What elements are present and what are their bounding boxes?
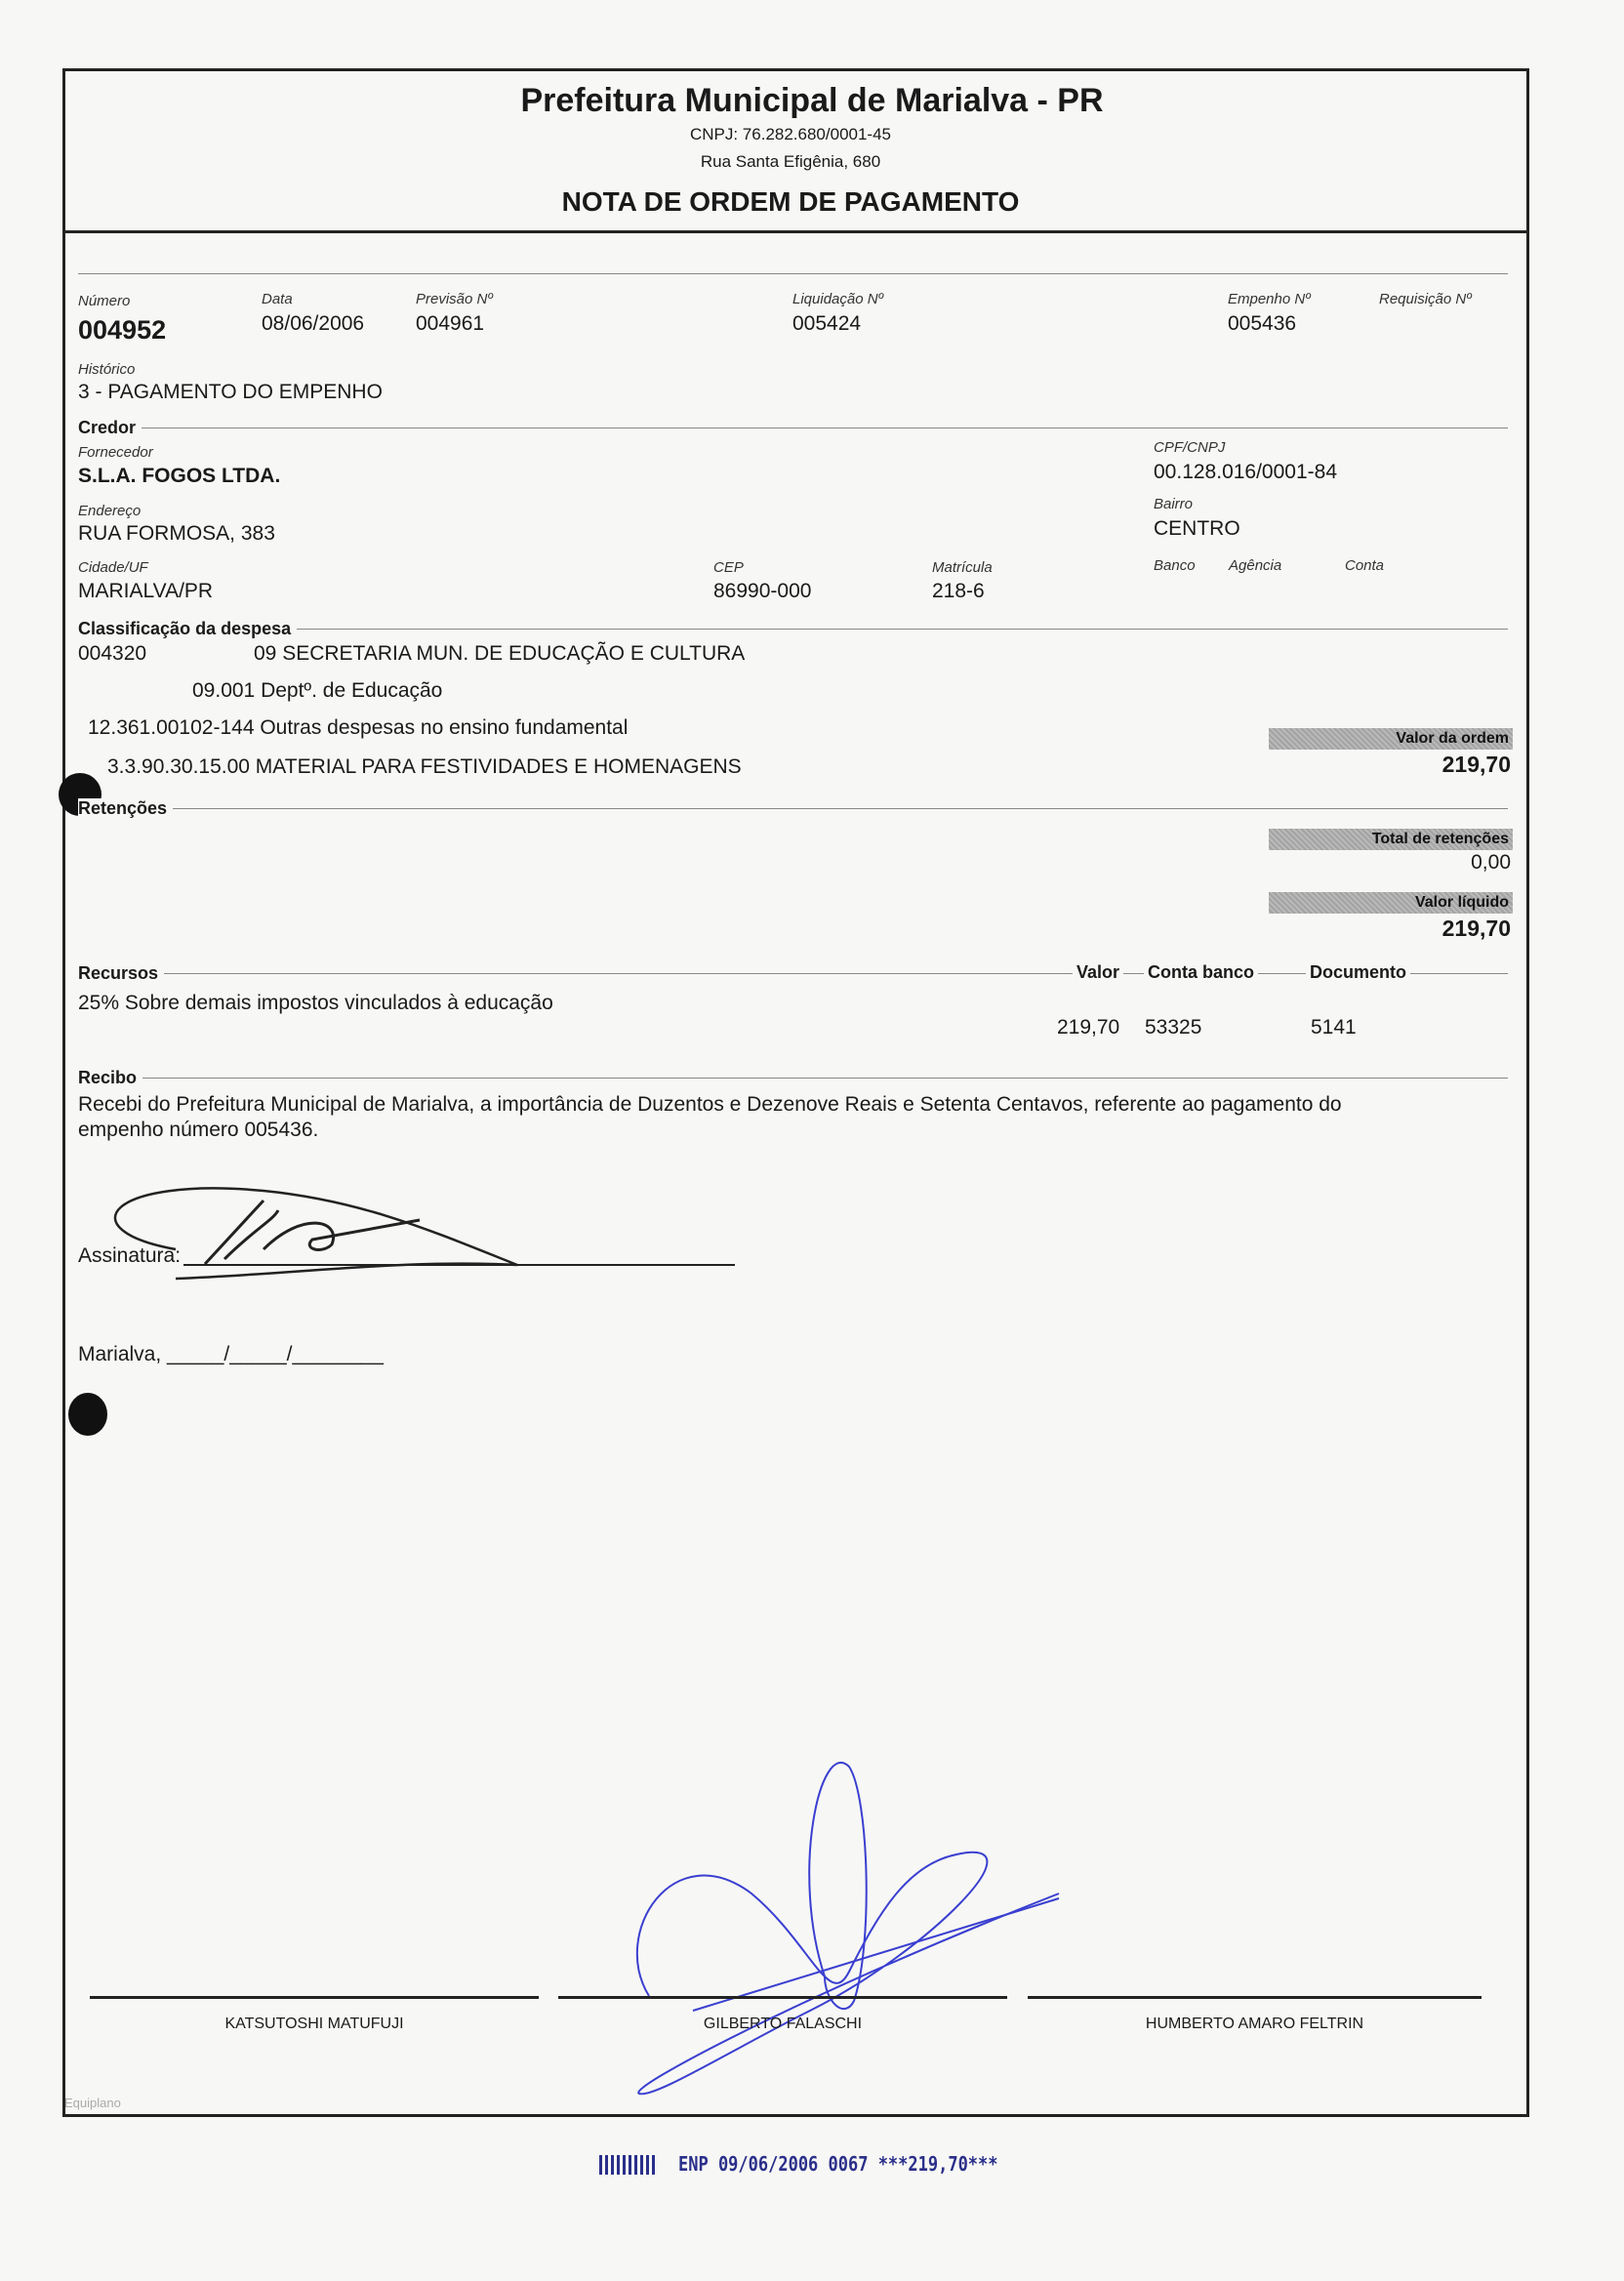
divider (78, 973, 1508, 974)
historico-value: 3 - PAGAMENTO DO EMPENHO (78, 381, 383, 403)
recursos-documento: 5141 (1311, 1016, 1357, 1039)
signature-line (90, 1996, 539, 1999)
classificacao-section-title: Classificação da despesa (78, 619, 297, 639)
divider (78, 808, 1508, 809)
page-title: Prefeitura Municipal de Marialva - PR (520, 82, 1104, 119)
cidade-label: Cidade/UF (78, 559, 148, 576)
assinatura-label: Assinatura: (78, 1244, 182, 1267)
header-separator (62, 230, 1526, 233)
historico-label: Histórico (78, 361, 136, 378)
signature-scribble-1 (107, 1171, 527, 1288)
cep-label: CEP (713, 559, 744, 576)
stamp-logo (599, 2155, 658, 2175)
liquidacao-label: Liquidação Nº (792, 291, 884, 307)
recursos-conta: 53325 (1145, 1016, 1202, 1039)
recursos-valor-header: Valor (1073, 962, 1123, 983)
ink-blot (68, 1393, 107, 1436)
recursos-documento-header: Documento (1306, 962, 1410, 983)
signature-scribble-2 (615, 1747, 1064, 2103)
signatory-3-name: HUMBERTO AMARO FELTRIN (1145, 2016, 1364, 2032)
classificacao-line3: 12.361.00102-144 Outras despesas no ensino fundamental (88, 716, 629, 739)
payment-stamp: ENP 09/06/2006 0067 ***219,70*** (678, 2152, 998, 2176)
recursos-section-title: Recursos (78, 963, 164, 984)
classificacao-line1: 09 SECRETARIA MUN. DE EDUCAÇÃO E CULTURA (254, 642, 746, 665)
cidade-value: MARIALVA/PR (78, 580, 214, 602)
agencia-label: Agência (1229, 557, 1282, 574)
classificacao-line2: 09.001 Deptº. de Educação (192, 679, 443, 702)
empenho-value: 005436 (1228, 312, 1297, 335)
divider (78, 273, 1508, 274)
previsao-value: 004961 (416, 312, 485, 335)
doc-title: NOTA DE ORDEM DE PAGAMENTO (561, 186, 1020, 217)
signature-line (1028, 1996, 1482, 1999)
total-retencoes-value: 0,00 (1471, 851, 1511, 874)
previsao-label: Previsão Nº (416, 291, 493, 307)
total-retencoes-label: Total de retenções (1269, 829, 1513, 850)
endereco-value: RUA FORMOSA, 383 (78, 522, 275, 545)
credor-section-title: Credor (78, 418, 142, 438)
valor-liquido-value: 219,70 (1441, 916, 1511, 941)
valor-ordem-label: Valor da ordem (1269, 728, 1513, 750)
fornecedor-value: S.L.A. FOGOS LTDA. (78, 465, 281, 487)
endereco-label: Endereço (78, 503, 142, 519)
recibo-text-line1: Recebi do Prefeitura Municipal de Marialva, a importância de Duzentos e Dezenove Reais e Setenta Centavos, referente ao pagamento do (78, 1093, 1342, 1116)
recursos-descricao: 25% Sobre demais impostos vinculados à educação (78, 992, 553, 1014)
valor-ordem-value: 219,70 (1441, 752, 1511, 777)
bairro-value: CENTRO (1154, 517, 1240, 540)
signature-line (558, 1996, 1007, 1999)
signatory-1-name: KATSUTOSHI MATUFUJI (224, 2016, 404, 2032)
cnpj-line: CNPJ: 76.282.680/0001-45 (689, 125, 892, 143)
classificacao-line4: 3.3.90.30.15.00 MATERIAL PARA FESTIVIDADES E HOMENAGENS (107, 755, 742, 778)
conta-label: Conta (1345, 557, 1385, 574)
cep-value: 86990-000 (713, 580, 812, 602)
numero-label: Número (78, 293, 131, 309)
liquidacao-value: 005424 (792, 312, 862, 335)
recibo-section-title: Recibo (78, 1068, 142, 1088)
recursos-valor: 219,70 (1057, 1016, 1120, 1039)
recursos-conta-header: Conta banco (1144, 962, 1258, 983)
recibo-text-line2: empenho número 005436. (78, 1119, 319, 1141)
cpf-label: CPF/CNPJ (1154, 439, 1226, 456)
software-label: Equiplano (64, 2096, 121, 2110)
data-label: Data (262, 291, 293, 307)
valor-liquido-label: Valor líquido (1269, 892, 1513, 914)
data-value: 08/06/2006 (262, 312, 365, 335)
fornecedor-label: Fornecedor (78, 444, 153, 461)
matricula-label: Matrícula (932, 559, 993, 576)
cpf-value: 00.128.016/0001-84 (1154, 461, 1338, 483)
classificacao-code: 004320 (78, 642, 147, 665)
requisicao-label: Requisição Nº (1379, 291, 1472, 307)
empenho-label: Empenho Nº (1228, 291, 1311, 307)
local-date: Marialva, _____/_____/________ (78, 1343, 384, 1365)
matricula-value: 218-6 (932, 580, 985, 602)
retencoes-section-title: Retenções (78, 798, 173, 819)
banco-label: Banco (1154, 557, 1196, 574)
address-line: Rua Santa Efigênia, 680 (700, 152, 881, 171)
bairro-label: Bairro (1154, 496, 1194, 512)
signatory-2-name: GILBERTO FALASCHI (703, 2016, 863, 2032)
numero-value: 004952 (78, 315, 167, 345)
divider (78, 1078, 1508, 1079)
